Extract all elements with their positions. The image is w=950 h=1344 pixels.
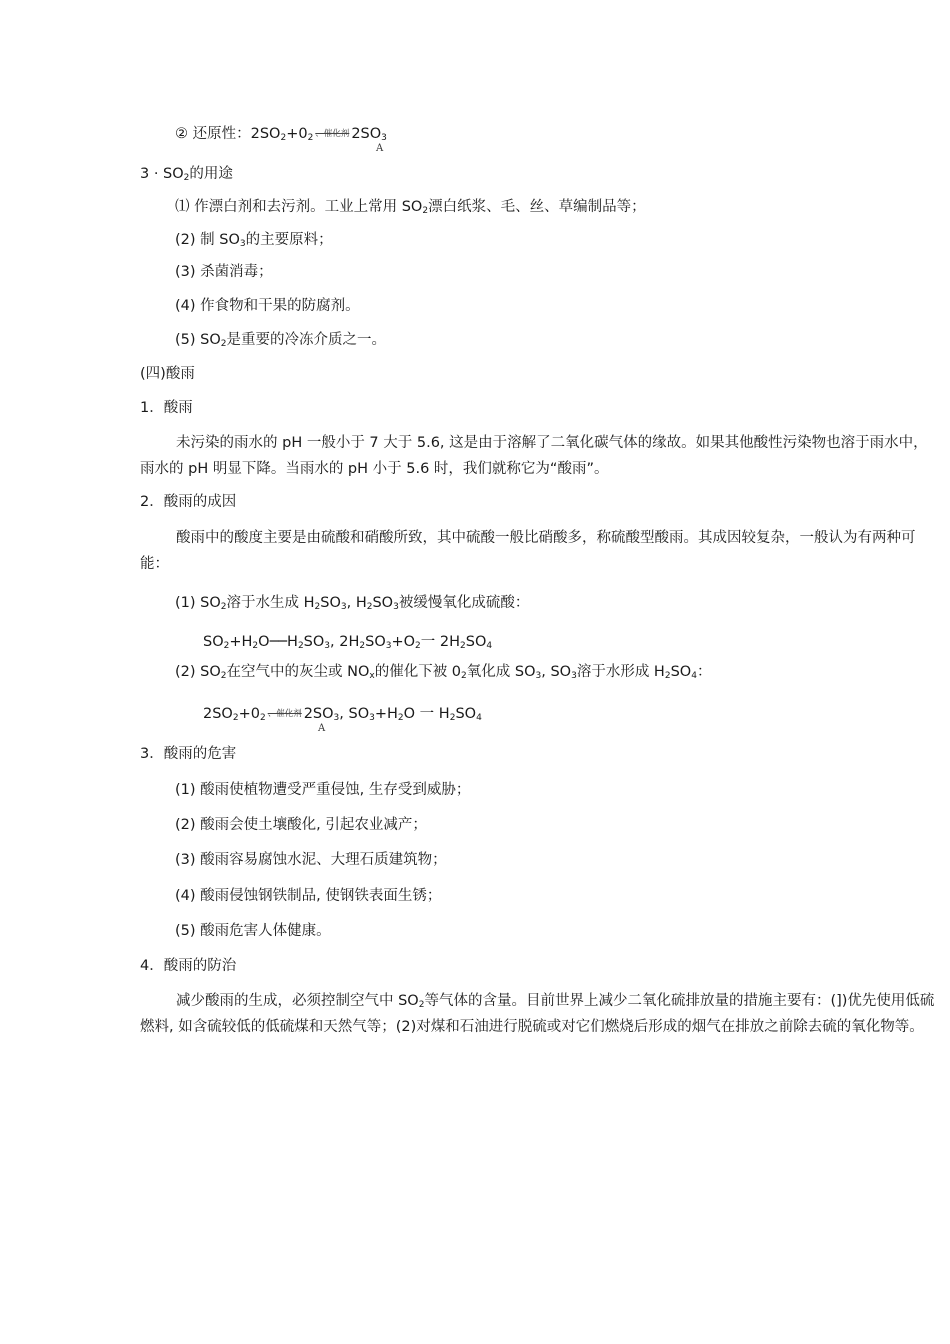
paragraph-acid-rain-causes: 酸雨中的酸度主要是由硫酸和硝酸所致，其中硫酸一般比硝酸多，称硫酸型酸雨。其成因较复杂，一般认为有两种可能： <box>140 530 916 572</box>
heading-acid-rain-causes: 2．酸雨的成因 <box>140 494 237 510</box>
paragraph-acid-rain-definition: 未污染的雨水的 pH 一般小于 7 大于 5.6, 这是由于溶解了二氧化碳气体的缘故。如果其他酸性污染物也溶于雨水中，雨水的 pH 明显下降。当雨水的 pH 小于 5.6 时，我们就称它为“酸雨”。 <box>140 435 928 477</box>
harm-item-5: (5) 酸雨危害人体健康。 <box>175 923 331 939</box>
section-acid-rain: (四)酸雨 <box>140 366 195 382</box>
use-item-2: (2) 制 $SO_3$的主要原料； <box>175 232 333 249</box>
paragraph-acid-rain-prevention: 减少酸雨的生成，必须控制空气中 $SO_2$等气体的含量。目前世界上减少二氧化硫排放量的措施主要有：(])优先使用低硫燃料, 如含硫较低的低硫煤和天然气等；(2)对煤和石油进行脱硫或对它们燃烧后形成的烟气在排放之前除去硫的氧化物等。 <box>140 993 935 1035</box>
use-item-5: (5) $SO_2$是重要的冷冻介质之一。 <box>175 332 386 349</box>
heading-so2-uses: $3 \cdot SO_2$的用途 <box>140 166 233 183</box>
reducibility-equation: ② 还原性：$2SO_2+0_2$ 、催化剂 $2SO_3$ <box>175 126 387 143</box>
cause-item-1: (1) $SO_2$溶于水生成 $H_2SO_3$, $H_2SO_3$被缓慢氧化成硫酸： <box>175 595 530 612</box>
use-item-3: (3) 杀菌消毒； <box>175 264 273 280</box>
harm-item-4: (4) 酸雨侵蚀钢铁制品, 使钢铁表面生锈； <box>175 888 442 904</box>
heat-symbol: A <box>376 143 384 154</box>
catalyst-label: 、催化剂 <box>267 709 302 719</box>
catalyst-label: 、催化剂 <box>315 129 350 139</box>
harm-item-2: (2) 酸雨会使土壤酸化, 引起农业减产； <box>175 817 427 833</box>
heat-symbol: A <box>318 723 326 734</box>
harm-item-1: (1) 酸雨使植物遭受严重侵蚀, 生存受到威胁； <box>175 782 471 798</box>
heading-acid-rain-harm: 3．酸雨的危害 <box>140 746 237 762</box>
equation-2: $2SO_2+0_2$ 、催化剂 $2SO_3$, $SO_3+H_2O$ 一 $H_2SO_4$ <box>203 706 482 723</box>
cause-item-2: (2) $SO_2$在空气中的灰尘或 $NO_x$的催化下被 $0_2$氧化成 $SO_3$, $SO_3$溶于水形成 $H_2SO_4$： <box>175 664 712 681</box>
equation-1: $SO_2+H_2O──H_2SO_3$, $2H_2SO_3+O_2$一 $2H_2SO_4$ <box>203 634 493 651</box>
harm-item-3: (3) 酸雨容易腐蚀水泥、大理石质建筑物； <box>175 852 447 868</box>
heading-acid-rain-prevention: 4．酸雨的防治 <box>140 958 237 974</box>
heading-acid-rain: 1．酸雨 <box>140 400 193 416</box>
use-item-1: ⑴ 作漂白剂和去污剂。工业上常用 $SO_2$漂白纸浆、毛、丝、草编制品等； <box>175 199 646 216</box>
use-item-4: (4) 作食物和干果的防腐剂。 <box>175 298 360 314</box>
